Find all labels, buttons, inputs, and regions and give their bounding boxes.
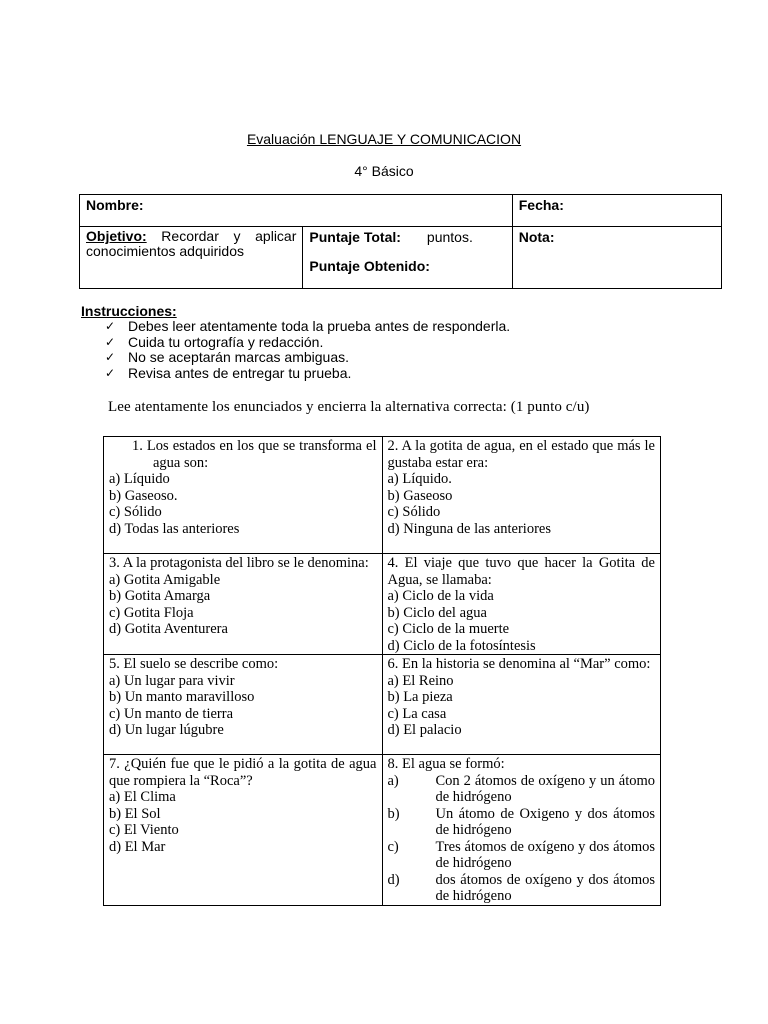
question-8 <box>382 755 661 906</box>
option[interactable]: b) Un átomo de Oxigeno y dos átomos de hidrógeno <box>387 805 655 838</box>
objective-cell <box>80 227 303 289</box>
instruction-item: ✓ Cuida tu ortografía y redacción. <box>105 333 324 350</box>
question-text: 5. El suelo se describe como: <box>109 656 279 672</box>
name-label: Nombre: <box>86 197 144 213</box>
option[interactable]: b) Ciclo del agua <box>387 604 487 621</box>
option[interactable]: d) Un lugar lúgubre <box>109 722 224 738</box>
grade-field[interactable] <box>512 227 721 289</box>
option[interactable]: c) El Viento <box>109 822 179 838</box>
option[interactable]: d) Ciclo de la fotosíntesis <box>387 637 536 654</box>
question-7 <box>104 755 383 906</box>
question-text: 2. A la gotita de agua, en el estado que más le gustaba estar era: <box>387 438 655 471</box>
instructions-title: Instrucciones: <box>81 303 177 319</box>
date-label: Fecha: <box>518 197 564 213</box>
option[interactable]: c) Sólido <box>109 504 162 520</box>
question-6 <box>382 655 661 755</box>
question-5 <box>104 655 383 755</box>
check-icon: ✓ <box>105 350 116 364</box>
option[interactable]: d) El palacio <box>387 722 462 738</box>
question-text: 1. Los estados en los que se transforma el agua son: <box>132 438 377 471</box>
student-info-table <box>79 194 722 289</box>
option[interactable]: a) El Reino <box>387 672 454 689</box>
option[interactable]: b) Gaseoso <box>387 487 453 504</box>
question-2 <box>382 437 661 554</box>
check-icon: ✓ <box>105 365 116 380</box>
option[interactable]: c) Gotita Floja <box>109 604 194 621</box>
question-1 <box>104 437 383 554</box>
question-3 <box>104 554 383 655</box>
option[interactable]: c) Sólido <box>387 504 441 520</box>
question-text: 7. ¿Quién fue que le pidió a la gotita de agua que rompiera la “Roca”? <box>109 756 377 789</box>
question-4 <box>382 554 661 655</box>
option[interactable]: d) Ninguna de las anteriores <box>387 520 551 537</box>
instruction-item: ✓ Debes leer atentamente toda la prueba antes de responderla. <box>105 318 511 334</box>
name-field[interactable] <box>80 195 513 227</box>
question-text: 4. El viaje que tuvo que hacer la Gotita de Agua, se llamaba: <box>387 555 655 588</box>
option[interactable]: b) Gaseoso. <box>109 487 178 504</box>
option[interactable]: d) Todas las anteriores <box>109 520 240 537</box>
total-score-unit: puntos. <box>426 229 473 245</box>
page-title: Evaluación LENGUAJE Y COMUNICACION <box>246 131 522 147</box>
nota-label: Nota: <box>518 229 555 245</box>
option[interactable]: c) Tres átomos de oxígeno y dos átomos de hidrógeno <box>387 838 655 871</box>
instruction-item: ✓ No se aceptarán marcas ambiguas. <box>105 349 349 365</box>
option[interactable]: a) Líquido <box>109 471 170 487</box>
option[interactable]: b) El Sol <box>109 805 161 822</box>
check-icon: ✓ <box>105 319 116 333</box>
option[interactable]: d) El Mar <box>109 838 166 855</box>
option[interactable]: a) El Clima <box>109 789 176 805</box>
lead-instruction: Lee atentamente los enunciados y encierra la alternativa correcta: (1 punto c/u) <box>108 399 590 415</box>
option[interactable]: a) Líquido. <box>387 471 452 487</box>
check-icon: ✓ <box>105 334 116 349</box>
instructions <box>81 303 510 381</box>
option[interactable]: a) Un lugar para vivir <box>109 672 235 689</box>
objective-label: Objetivo: <box>86 228 147 244</box>
option[interactable]: b) La pieza <box>387 689 453 705</box>
total-score-label: Puntaje Total: <box>309 229 401 245</box>
grade-label: 4° Básico <box>354 163 414 179</box>
option[interactable]: d) Gotita Aventurera <box>109 621 228 637</box>
obtained-score-label: Puntaje Obtenido: <box>309 258 430 274</box>
instruction-item: ✓ Revisa antes de entregar tu prueba. <box>105 364 352 381</box>
option[interactable]: b) Gotita Amarga <box>109 588 211 604</box>
questions-table <box>103 436 661 906</box>
option[interactable]: a) Con 2 átomos de oxígeno y un átomo de hidrógeno <box>387 772 655 805</box>
option[interactable]: c) Ciclo de la muerte <box>387 621 510 637</box>
option[interactable]: d) dos átomos de oxígeno y dos átomos de hidrógeno <box>387 871 655 904</box>
objective-text: Recordar y aplicar conocimientos adquiridos <box>86 228 297 259</box>
option[interactable]: a) Ciclo de la vida <box>387 588 494 604</box>
question-text: 8. El agua se formó: <box>387 756 505 772</box>
date-field[interactable] <box>512 195 721 227</box>
option[interactable]: a) Gotita Amigable <box>109 571 221 588</box>
option[interactable]: c) La casa <box>387 705 447 722</box>
option[interactable]: c) Un manto de tierra <box>109 705 234 722</box>
question-text: 3. A la protagonista del libro se le denomina: <box>109 555 369 571</box>
question-text: 6. En la historia se denomina al “Mar” como: <box>387 656 651 672</box>
score-cell[interactable] <box>303 227 512 289</box>
option[interactable]: b) Un manto maravilloso <box>109 689 255 705</box>
